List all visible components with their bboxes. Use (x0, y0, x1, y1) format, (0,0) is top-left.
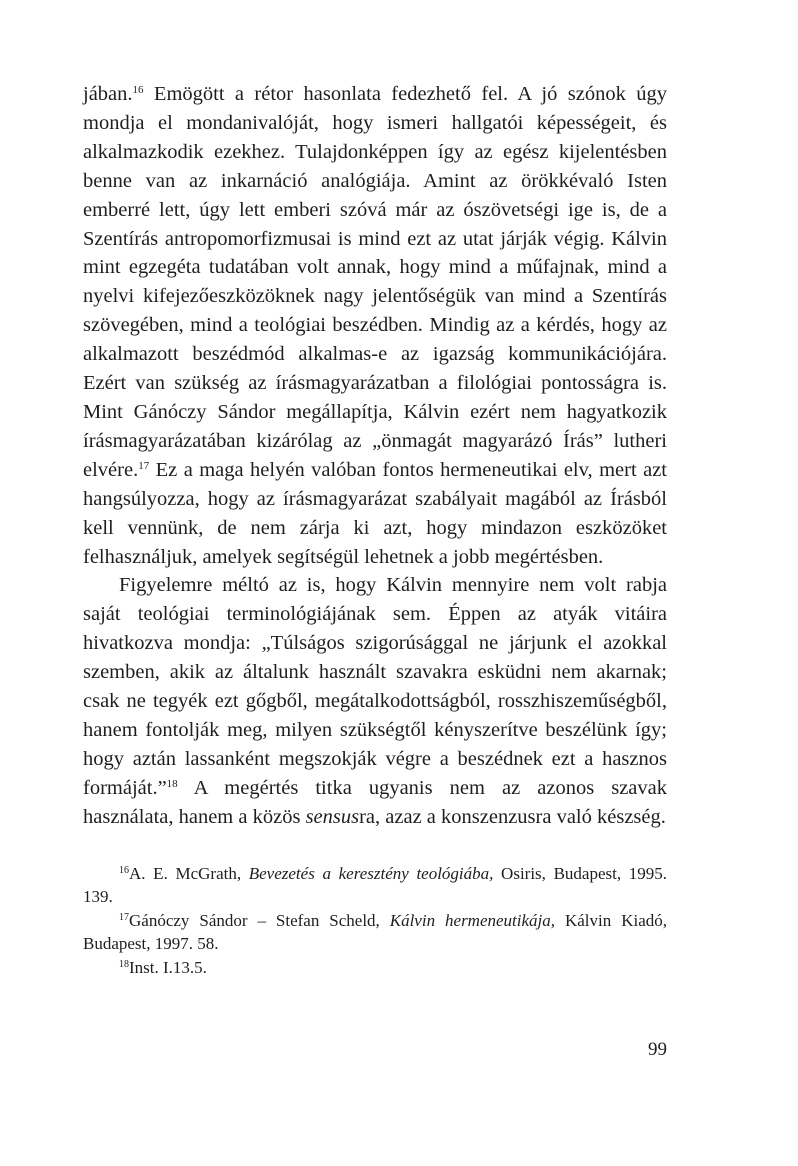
footnote-number: 18 (119, 958, 129, 970)
paragraph-text: Figyelemre méltó az is, hogy Kálvin mennyire nem volt rabja saját teológiai terminológiájának sem. Éppen az atyák vitáira hivatkozva mondja: „Túlságos szigorúsággal ne járjunk el azokkal szemben, akik az általunk használt szavakra esküdni nem akarnak; csak ne tegyék ezt gőgből, megátalkodottságból, rosszhiszeműségből, hanem fontolják meg, milyen szükségtől kényszerítve beszélünk így; hogy aztán lassanként megszokják végre a beszédnek ezt a hasznos formáját.” (83, 574, 667, 799)
body-paragraph-1 (83, 80, 667, 571)
italic-term: sensus (305, 805, 360, 828)
footnote-18 (83, 956, 667, 980)
page-number: 99 (648, 1039, 667, 1060)
body-paragraph-2 (83, 571, 667, 831)
footnote-text: A. E. McGrath, (129, 863, 249, 883)
footnote-ref-16: 16 (132, 84, 144, 96)
paragraph-text: Emögött a rétor hasonlata fedezhető fel. A jó szónok úgy mondja el mondanivalóját, hogy ismeri hallgatói képességeit, és alkalmazkodik ezekhez. Tulajdonképpen így az egész kijelentésben benne van az inkarnáció analógiája. Amint az örökkévaló Isten emberré lett, úgy lett emberi szóvá már az ószövetségi ige is, de a Szentírás antropomorfizmusai is mind ezt az utat járják végig. Kálvin mint egzegéta tudatában volt annak, hogy mind a műfajnak, mind a nyelvi kifejezőeszközöknek nagy jelentőségük van mind a Szentírás szövegében, mind a teológiai beszédben. Mindig az a kérdés, hogy az alkalmazott beszédmód alkalmas-e az igazság kommunikációjára. Ezért van szükség az írásmagyarázatban a filológiai pontosságra is. Mint Gánóczy Sándor megállapítja, Kálvin ezért nem hagyatkozik írásmagyarázatában kizárólag az „önmagát magyarázó Írás” lutheri elvére. (83, 83, 667, 481)
footnote-17 (83, 909, 667, 956)
footnote-title: Bevezetés a keresztény teológiába, (248, 863, 494, 883)
footnote-text: Kálvin Kiadó, Budapest, 1997. 58. (83, 910, 667, 954)
footnote-ref-17: 17 (138, 459, 150, 472)
footnote-16 (83, 862, 667, 909)
paragraph-text: Ez a maga helyén valóban fontos hermeneutikai elv, mert azt hangsúlyozza, hogy az írásmagyarázat szabályait magából az Írásból kell vennünk, de nem zárja ki azt, hogy mindazon eszközöket felhasználjuk, amelyek segítségül lehetnek a jobb megértésben. (83, 458, 667, 568)
footnote-text: Osiris, Budapest, 1995. 139. (83, 863, 667, 907)
page-content (83, 80, 667, 979)
footnote-text: Inst. I.13.5. (129, 957, 207, 977)
footnote-number: 17 (119, 911, 129, 923)
paragraph-text: A megértés titka ugyanis nem az azonos szavak használata, hanem a közös (83, 776, 667, 828)
footnote-title: Kálvin hermeneutikája, (389, 910, 556, 930)
footnote-number: 16 (119, 864, 129, 876)
paragraph-text: jában. (83, 83, 133, 105)
footnote-text: Gánóczy Sándor – Stefan Scheld, (129, 910, 390, 930)
paragraph-text: ra, azaz a konszenzusra való készség. (359, 805, 666, 828)
footnote-ref-18: 18 (166, 777, 178, 790)
footnotes (83, 862, 667, 980)
